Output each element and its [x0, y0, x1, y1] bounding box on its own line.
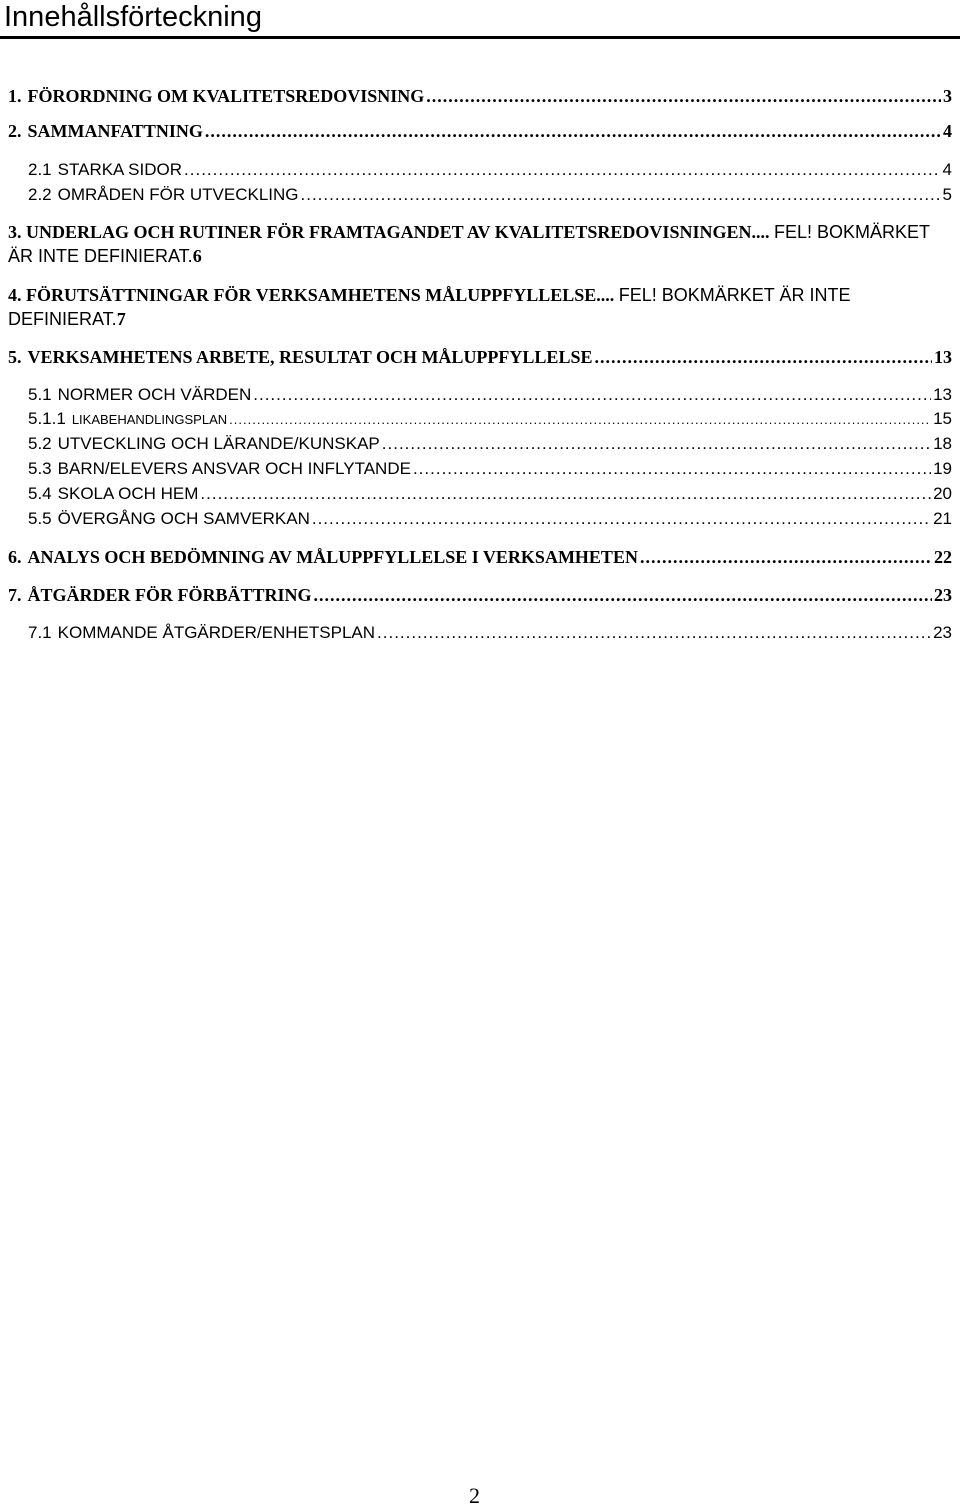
toc-entry-text: NORMER OCH VÄRDEN [57, 385, 252, 404]
toc-entry-number: 7. [8, 585, 22, 605]
toc-entry-2[interactable] [8, 119, 952, 143]
toc-entry-page: 21 [933, 509, 952, 528]
toc-leader [377, 621, 931, 645]
page-number: 2 [469, 1483, 480, 1508]
toc-entry-text: ÅTGÄRDER FÖR FÖRBÄTTRING [27, 585, 312, 605]
toc-entry-5-4[interactable] [28, 482, 952, 506]
toc-entry-number: 4. [8, 285, 22, 305]
toc-entry-7-1[interactable] [28, 621, 952, 645]
toc-entry-text: KOMMANDE ÅTGÄRDER/ENHETSPLAN [57, 623, 376, 642]
toc-leader [382, 432, 931, 456]
toc-entry-text: FÖRORDNING OM KVALITETSREDOVISNING [27, 86, 425, 106]
toc-entry-page: 4 [942, 160, 952, 179]
toc-entry-text: STARKA SIDOR [57, 160, 183, 179]
toc-entry-5[interactable] [8, 345, 952, 369]
toc-entry-page: 22 [934, 547, 952, 567]
toc-entry-number: 5.3 [28, 459, 52, 478]
toc-entry-text: UTVECKLING OCH LÄRANDE/KUNSKAP [57, 434, 380, 453]
toc-entry-1[interactable] [8, 84, 952, 108]
toc-entry-5-1-1[interactable] [28, 407, 952, 431]
toc-leader [301, 183, 941, 207]
toc-entry-page: 15 [933, 409, 952, 428]
toc-leader [253, 383, 931, 407]
toc-entry-number: 5.4 [28, 484, 52, 503]
toc-entry-page: 5 [942, 185, 952, 204]
toc-entry-page: 4 [943, 121, 952, 141]
toc-entry-number: 5.1.1 [28, 409, 66, 428]
toc-leader [594, 345, 932, 369]
toc-leader [200, 482, 931, 506]
toc-leader [184, 158, 941, 182]
toc-entry-number: 3. [8, 222, 22, 242]
toc-entry-text: LIKABEHANDLINGSPLAN [71, 412, 228, 427]
toc-entry-2-1[interactable] [28, 158, 952, 182]
toc-entry-number: 5.2 [28, 434, 52, 453]
toc-entry-number: 6. [8, 547, 22, 567]
toc-entry-number: 1. [8, 86, 22, 106]
toc-leader [314, 583, 932, 607]
toc-entry-number: 2. [8, 121, 22, 141]
toc-entry-page: 3 [943, 86, 952, 106]
toc-leader [640, 545, 932, 569]
toc-entry-2-2[interactable] [28, 183, 952, 207]
toc-entry-7[interactable] [8, 583, 952, 607]
toc-entry-text: SKOLA OCH HEM [57, 484, 199, 503]
toc-leader: .... [751, 222, 770, 242]
toc-entry-text: SAMMANFATTNING [27, 121, 203, 141]
toc-leader [229, 408, 931, 432]
toc-leader [426, 84, 941, 108]
toc-entry-page: 7 [116, 309, 126, 329]
toc-entry-bookmark-error: FEL! BOKMÄRKET ÄR INTE DEFINIERAT. [8, 222, 930, 266]
toc-entry-page: 13 [934, 347, 952, 367]
toc-entry-text: UNDERLAG OCH RUTINER FÖR FRAMTAGANDET AV KVALITETSREDOVISNINGEN [26, 222, 752, 242]
toc-entry-page: 23 [934, 585, 952, 605]
toc-entry-text: VERKSAMHETENS ARBETE, RESULTAT OCH MÅLUPPFYLLELSE [27, 347, 593, 367]
toc-entry-number: 2.2 [28, 185, 52, 204]
toc-entry-number: 5.5 [28, 509, 52, 528]
toc-entry-text: BARN/ELEVERS ANSVAR OCH INFLYTANDE [57, 459, 411, 478]
toc-entry-page: 13 [933, 385, 952, 404]
toc-entry-5-3[interactable] [28, 457, 952, 481]
toc-entry-text: ANALYS OCH BEDÖMNING AV MÅLUPPFYLLELSE I VERKSAMHETEN [27, 547, 638, 567]
toc-leader: .... [596, 285, 615, 305]
toc-entry-5-5[interactable] [28, 507, 952, 531]
toc-entry-page: 23 [933, 623, 952, 642]
toc-entry-number: 7.1 [28, 623, 52, 642]
toc-leader [205, 119, 941, 143]
toc-entry-3[interactable] [8, 220, 952, 268]
toc-entry-page: 20 [933, 484, 952, 503]
toc-leader [312, 507, 931, 531]
toc-entry-6[interactable] [8, 545, 952, 569]
toc-entry-text: ÖVERGÅNG OCH SAMVERKAN [57, 509, 310, 528]
toc-leader [413, 457, 931, 481]
toc-entry-page: 19 [933, 459, 952, 478]
toc-entry-5-2[interactable] [28, 432, 952, 456]
toc-entry-4[interactable] [8, 283, 952, 331]
toc-entry-page: 18 [933, 434, 952, 453]
toc-entry-text: FÖRUTSÄTTNINGAR FÖR VERKSAMHETENS MÅLUPPFYLLELSE [26, 285, 597, 305]
toc-entry-number: 5.1 [28, 385, 52, 404]
toc-entry-bookmark-error: FEL! BOKMÄRKET ÄR INTE DEFINIERAT. [8, 285, 851, 329]
toc-entry-text: OMRÅDEN FÖR UTVECKLING [57, 185, 299, 204]
toc-entry-number: 2.1 [28, 160, 52, 179]
toc-entry-page: 6 [192, 246, 202, 266]
page-title: Innehållsförteckning [4, 1, 262, 33]
title-underline [0, 36, 960, 39]
toc-entry-number: 5. [8, 347, 22, 367]
toc-entry-5-1[interactable] [28, 383, 952, 407]
